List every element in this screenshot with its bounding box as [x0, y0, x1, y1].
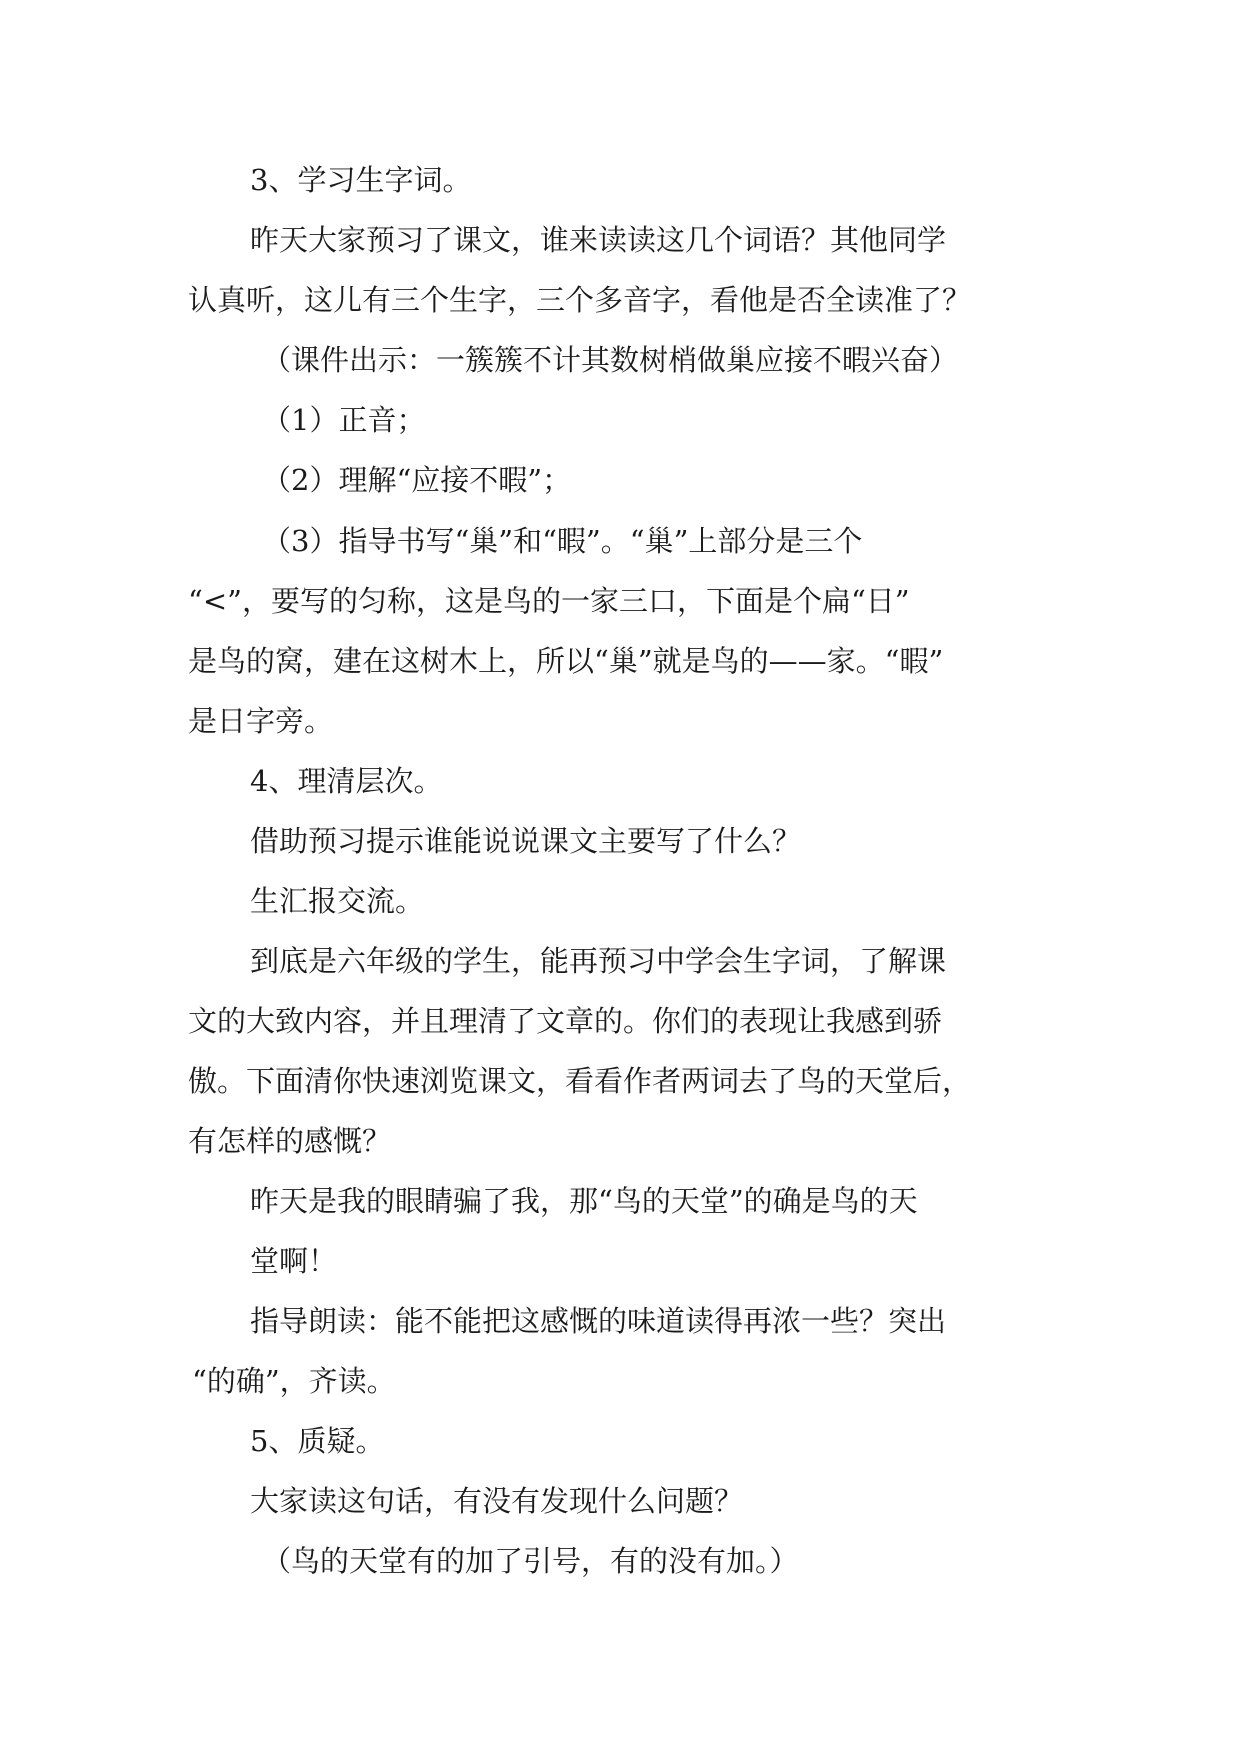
text-line: 认真听，这儿有三个生字，三个多音字，看他是否全读准了？	[188, 283, 972, 317]
text-line: 生汇报交流。	[250, 884, 425, 918]
text-line: “<”，要写的匀称，这是鸟的一家三口，下面是个扁“日”	[188, 584, 910, 618]
text-line: （鸟的天堂有的加了引号，有的没有加。）	[262, 1544, 799, 1578]
text-line: 4、理清层次。	[250, 764, 443, 798]
text-line: 指导朗读：能不能把这感慨的味道读得再浓一些？突出	[250, 1304, 947, 1338]
text-line: 大家读这句话，有没有发现什么问题？	[250, 1484, 744, 1518]
text-line: 是鸟的窝，建在这树木上，所以“巢”就是鸟的——家。“暇”	[188, 644, 944, 678]
text-line: （3）指导书写“巢”和“暇”。“巢”上部分是三个	[262, 524, 863, 558]
text-line: （1）正音；	[262, 403, 426, 437]
text-line: 昨天大家预习了课文，谁来读读这几个词语？其他同学	[250, 223, 947, 257]
text-line: 昨天是我的眼睛骗了我，那“鸟的天堂”的确是鸟的天	[250, 1184, 918, 1218]
text-line: 借助预习提示谁能说说课文主要写了什么？	[250, 824, 802, 858]
text-line: 是日字旁。	[188, 704, 334, 738]
text-line: 到底是六年级的学生，能再预习中学会生字词，了解课	[250, 944, 947, 978]
text-line: 有怎样的感慨？	[188, 1124, 392, 1158]
text-line: （课件出示：一簇簇不计其数树梢做巢应接不暇兴奋）	[262, 343, 959, 377]
text-line: 堂啊！	[250, 1244, 338, 1278]
text-line: 傲。下面清你快速浏览课文，看看作者两词去了鸟的天堂后，	[188, 1064, 972, 1098]
text-line: （2）理解“应接不暇”；	[262, 463, 572, 497]
text-line: “的确”，齐读。	[192, 1364, 396, 1398]
text-line: 文的大致内容，并且理清了文章的。你们的表现让我感到骄	[188, 1004, 943, 1038]
text-line: 5、质疑。	[250, 1424, 385, 1458]
text-line: 3、学习生字词。	[250, 163, 472, 197]
